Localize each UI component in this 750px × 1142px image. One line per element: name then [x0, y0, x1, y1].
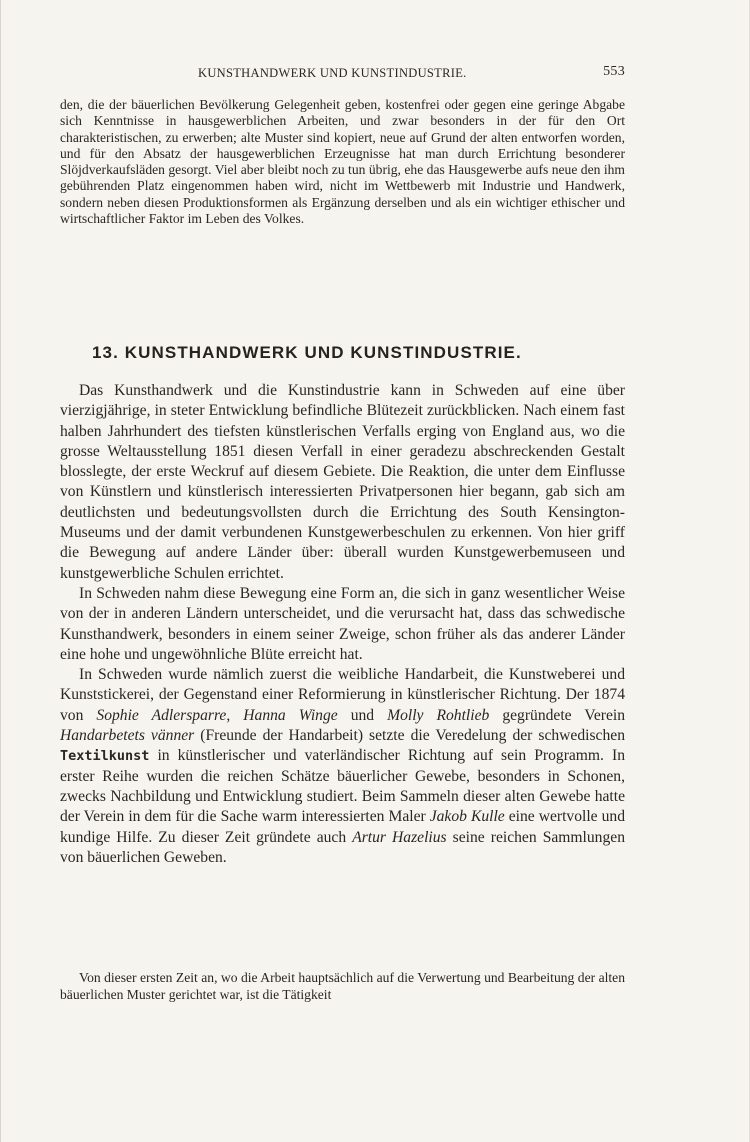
paragraph-1: Das Kunsthandwerk und die Kunstindustrie kann in Schweden auf eine über vierzigjährige, in steter Entwicklung befindliche Blütezeit zurückblicken. Nach einem fast halben Jahrhundert des tiefsten künstlerischen Verfalls erging von England aus, wo die grosse Weltausstellung 1851 diesen Verfall in einer geradezu abschreckenden Gestalt blosslegte, der erste Weckruf auf diesem Gebiete. Die Reaktion, die unter dem Einflusse von Künstlern und künstlerisch interessierten Privatpersonen hier begann, gab sich am deutlichsten und bedeutungsvollsten durch die Errichtung des South Kensington-Museums und der damit verbundenen Kunstgewerbeschulen zu erkennen. Von hier griff die Bewegung auf andere Länder über: überall wurden Kunstgewerbemuseen und kunstgewerbliche Schulen errichtet. — [60, 382, 625, 582]
person-name: Jakob Kulle — [429, 808, 505, 826]
small-paragraph: Von dieser ersten Zeit an, wo die Arbeit hauptsächlich auf die Verwertung und Bearbeitung der alten bäuerlichen Muster gerichtet war, ist die Tätigkeit — [60, 970, 625, 1002]
section-body — [60, 381, 625, 868]
paragraph-2: In Schweden nahm diese Bewegung eine Form an, die sich in ganz wesentlicher Weise von der in anderen Ländern unterscheidet, und die verursacht hat, dass das schwedische Kunsthandwerk, besonders in einem seiner Zweige, schon früher als das anderer Länder eine hohe und ungewöhnliche Blüte erreicht hat. — [60, 584, 625, 663]
running-header — [0, 64, 750, 84]
person-name: Hanna Winge — [243, 706, 338, 724]
paragraph-3 — [60, 665, 625, 868]
p3-sep-2: und — [337, 706, 388, 724]
previous-paragraph: den, die der bäuerlichen Bevölkerung Gelegenheit geben, kostenfrei oder gegen eine geringe Abgabe sich Kenntnisse in hausgewerblichen Arbeiten, und zwar besonders in der für den Ort charakteristischen, zu erwerben; alte Muster sind kopiert, neue auf Grund der alten entworfen worden, und für den Absatz der hausgewerblichen Erzeugnisse hat man durch Errichtung besonderer Slöjdverkaufsläden gesorgt. Viel aber bleibt noch zu tun übrig, ehe das Hausgewerbe aufs neue den ihm gebührenden Platz eingenommen haben wird, nicht im Wettbewerb mit Industrie und Handwerk, sondern neben diesen Produktionsformen als Ergänzung derselben und als ein wichtiger ethischer und wirtschaftlicher Faktor im Leben des Volkes. — [60, 97, 625, 227]
p3-text-d: in künstlerischer und vaterländischer Richtung auf sein Programm. In erster Reihe wurden die reichen Schätze bäuerlicher Gewebe, besonders in Schonen, zwecks Nachbildung und Entwicklung studiert. Beim Sammeln dieser alten Gewebe hatte der Verein in dem für die Sache warm interessierten Maler — [60, 747, 625, 826]
emphasized-term: Textilkunst — [60, 748, 150, 765]
page-number: 553 — [603, 64, 625, 79]
section-heading: 13. KUNSTHANDWERK UND KUNSTINDUSTRIE. — [92, 343, 522, 362]
p3-text-a: In Schweden wurde nämlich zuerst die weibliche Handarbeit, die Kunstweberei und Kunststickerei, der Gegenstand einer Reformierung in künstlerischer Richtung. Der 1874 von — [60, 666, 625, 724]
p3-text-e: eine wertvolle und kundige Hilfe. Zu dieser Zeit gründete auch — [60, 808, 626, 846]
person-name: Molly Rohtlieb — [387, 706, 490, 724]
p3-text-c: (Freunde der Handarbeit) setzte die Veredelung der schwedischen — [194, 727, 625, 745]
p3-sep-1: , — [226, 706, 244, 724]
person-name: Sophie Adlersparre — [96, 706, 227, 724]
person-name: Artur Hazelius — [352, 828, 447, 846]
p3-text-b: gegründete Verein — [489, 706, 626, 724]
p3-text-f: seine reichen Sammlungen von bäuerlichen Geweben. — [60, 828, 625, 866]
organization-name: Handarbetets vänner — [60, 727, 195, 745]
running-title: KUNSTHANDWERK UND KUNSTINDUSTRIE. — [198, 66, 467, 80]
